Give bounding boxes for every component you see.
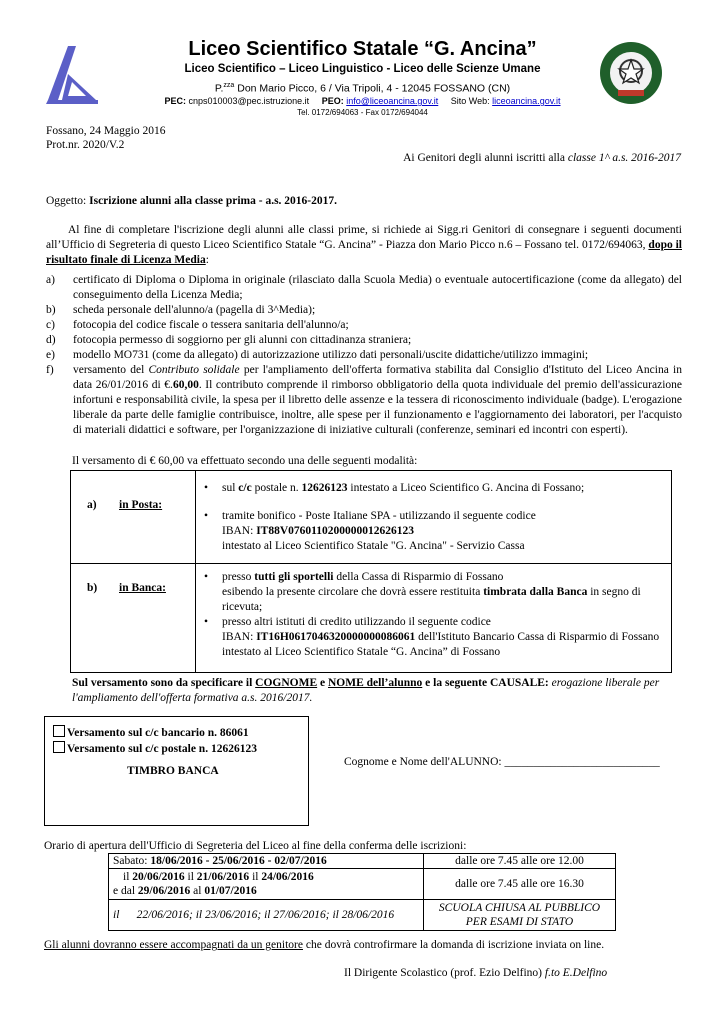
school-subtitle: Liceo Scientifico – Liceo Linguistico - Liceo delle Scienze Umane bbox=[184, 63, 541, 75]
subject-line: Oggetto: Iscrizione alunni alla classe prima - a.s. 2016-2017. bbox=[46, 195, 338, 207]
payment-intro: Il versamento di € 60,00 va effettuato secondo una delle seguenti modalità: bbox=[72, 455, 418, 467]
payment-details-a: • sul c/c postale n. 12626123 intestato a Liceo Scientifico G. Ancina di Fossano; • tramite bonifico - Poste Italiane SPA - utilizzando il seguente codice IBAN: IT88V0760110200000012626123 intestato al Liceo Scientifico Statale "G. Ancina" - Servizio Cassa bbox=[196, 471, 672, 564]
bank-account-checkbox[interactable] bbox=[53, 725, 65, 737]
payment-table bbox=[70, 470, 672, 673]
hours-time: dalle ore 7.45 alle ore 12.00 bbox=[424, 854, 616, 869]
website-link[interactable]: liceoancina.gov.it bbox=[492, 96, 561, 106]
payment-causale: Sul versamento sono da specificare il COGNOME e NOME dell’alunno e la seguente CAUSALE: erogazione liberale per l'ampliamento dell'offerta formativa a.s. 2016/2017. bbox=[72, 677, 660, 704]
school-phone: Tel. 0172/694063 - Fax 0172/694044 bbox=[297, 108, 428, 117]
payment-details-b: • presso tutti gli sportelli della Cassa di Risparmio di Fossano esibendo la presente circolare che dovrà essere restituita timbrata dalla Banca in segno di ricevuta; • presso altri istituti di credito utilizzando il seguente codice IBAN: IT16H0617046320000000086061 dell'Istituto Bancario Cassa di Risparmio di Fossano intestato al Liceo Scientifico Statale “G. Ancina” di Fossano bbox=[196, 564, 672, 673]
list-item: d) fotocopia permesso di soggiorno per gli alunni con cittadinanza straniera; bbox=[46, 334, 412, 346]
hours-row-weekdays: il 20/06/2016 il 21/06/2016 il 24/06/2016 e dal 29/06/2016 al 01/07/2016 bbox=[109, 869, 424, 900]
payment-method-a: a) in Posta: bbox=[71, 471, 196, 564]
hours-intro: Orario di apertura dell'Ufficio di Segreteria del Liceo al fine della conferma delle iscrizioni: bbox=[44, 840, 467, 852]
date-protocol bbox=[46, 124, 165, 152]
postal-account-checkbox[interactable] bbox=[53, 741, 65, 753]
office-hours-table bbox=[108, 853, 616, 931]
hours-time: dalle ore 7.45 alle ore 16.30 bbox=[424, 869, 616, 900]
student-name-field[interactable]: Cognome e Nome dell'ALUNNO: ___________________________ bbox=[344, 756, 660, 768]
closed-note: SCUOLA CHIUSA AL PUBBLICO PER ESAMI DI STATO bbox=[424, 900, 616, 931]
list-item: a) certificato di Diploma o Diploma in originale (rilasciato dalla Scuola Media) o eventuale autocertificazione (come da allegato) del conseguimento della Licenza Media; bbox=[46, 274, 682, 301]
intro-paragraph: Al fine di completare l'iscrizione degli alunni alle classi prime, si richiede ai Sigg.ri Genitori di consegnare i seguenti documenti all’Ufficio di Segreteria di questo Liceo Scientifico Statale “G. Ancina” - Piazza don Mario Picco n.6 – Fossano tel. 0172/694063, dopo il risultato finale di Licenza Media: bbox=[46, 224, 682, 266]
school-address: P.$^{zza}$ Don Mario Picco, 6 / Via Tripoli, 4 - 12045 FOSSANO (CN) bbox=[214, 82, 511, 95]
stamp-label: TIMBRO BANCA bbox=[127, 765, 219, 777]
bank-stamp-box: Versamento sul c/c bancario n. 86061 Versamento sul c/c postale n. 12626123 TIMBRO BANCA bbox=[44, 716, 309, 826]
signature: Il Dirigente Scolastico (prof. Ezio Delfino) f.to E.Delfino bbox=[344, 967, 608, 979]
peo-email-link[interactable]: info@liceoancina.gov.it bbox=[346, 96, 439, 106]
protocol-number: Prot.nr. 2020/V.2 bbox=[46, 139, 125, 151]
school-contacts: PEC: cnps010003@pec.istruzione.it PEO: info@liceoancina.gov.it Sito Web: liceoancina.gov.it bbox=[164, 96, 561, 106]
school-name: Liceo Scientifico Statale “G. Ancina” bbox=[188, 38, 537, 60]
hours-row-saturday: Sabato: 18/06/2016 - 25/06/2016 - 02/07/2016 bbox=[109, 854, 424, 869]
list-item: b) scheda personale dell'alunno/a (pagella di 3^Media); bbox=[46, 304, 316, 316]
parent-note: Gli alunni dovranno essere accompagnati da un genitore che dovrà controfirmare la domanda di iscrizione inviata on line. bbox=[44, 939, 605, 951]
list-item: f) versamento del Contributo solidale per l'ampliamento dell'offerta formativa stabilita dal Consiglio d'Istituto del Liceo Ancina in data 26/01/2016 di €.60,00. Il contributo comprende il rimborso obbligatorio della quota individuale del premio dell'assicurazione infortuni e responsabilità civile, la spesa per il libretto delle assenze e la tessera di riconoscimento individuale (badge). L'erogazione liberale da parte delle famiglie contribuisce, inoltre, alle spese per il funzionamento e l'aggiornamento dei laboratori, per l'acquisto di materiali didattici e software, per l'organizzazione di iniziative culturali (conferenze, seminari ed incontri con esperti). bbox=[46, 364, 682, 436]
place-date: Fossano, 24 Maggio 2016 bbox=[46, 125, 166, 137]
recipient: Ai Genitori degli alunni iscritti alla classe 1^ a.s. 2016-2017 bbox=[403, 152, 681, 164]
list-item: c) fotocopia del codice fiscale o tessera sanitaria dell'alunno/a; bbox=[46, 319, 349, 331]
payment-method-b: b) in Banca: bbox=[71, 564, 196, 673]
hours-row-closed: il 22/06/2016; il 23/06/2016; il 27/06/2016; il 28/06/2016 bbox=[109, 900, 424, 931]
list-item: e) modello MO731 (come da allegato) di autorizzazione utilizzo dati personali/uscite didattiche/utilizzo immagini; bbox=[46, 349, 589, 361]
